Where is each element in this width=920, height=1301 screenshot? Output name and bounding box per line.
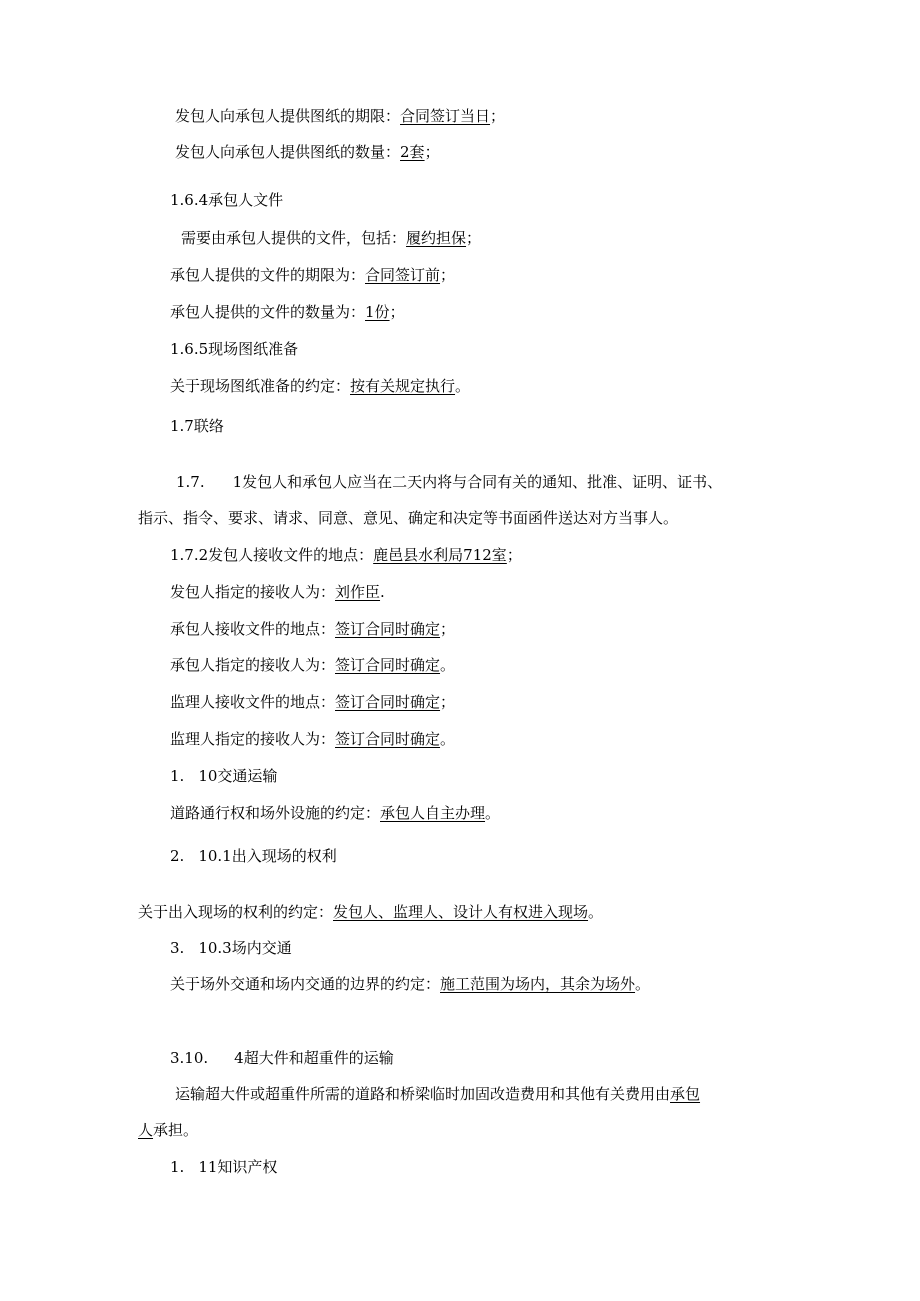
filled-value: 施工范围为场内，其余为场外 (440, 975, 636, 993)
section-heading-transport (170, 766, 277, 786)
filled-value: 1份 (365, 303, 390, 321)
filled-value: 签订合同时确定 (335, 620, 441, 638)
line-label: 承包人指定的接收人为： (170, 656, 336, 674)
traffic-boundary-line (170, 974, 650, 994)
filled-value: 履约担保 (406, 229, 467, 247)
line-tail: . (380, 583, 385, 601)
section-heading-internal-traffic (170, 938, 292, 958)
oversize-cost-line-1 (175, 1084, 700, 1104)
oversize-cost-line-2 (138, 1120, 198, 1140)
supervisor-address-line (170, 692, 455, 712)
list-number: 1. (170, 1158, 185, 1176)
line-label: 1.7.2发包人接收文件的地点： (170, 546, 374, 564)
line-label: 关于现场图纸准备的约定： (170, 377, 351, 395)
list-number: 3. (170, 939, 185, 957)
line-tail: ； (440, 266, 456, 284)
section-heading-1-6-5: 1.6.5现场图纸准备 (170, 340, 299, 358)
line-tail: 。 (588, 903, 604, 921)
filled-value: 合同签订前 (365, 266, 441, 284)
filled-value: 按有关规定执行 (350, 377, 456, 395)
heading-text: 10.1出入现场的权利 (198, 847, 337, 865)
line-tail: ； (389, 303, 405, 321)
section-heading-1-6-4: 1.6.4承包人文件 (170, 191, 284, 209)
employer-address-line (170, 545, 522, 565)
line-label: 承包人提供的文件的期限为： (170, 266, 366, 284)
filled-value: 合同签订当日 (400, 107, 491, 125)
filled-value: 签订合同时确定 (335, 693, 441, 711)
section-heading-ip (170, 1157, 277, 1177)
heading-text: 11知识产权 (198, 1158, 278, 1176)
line-tail: 。 (440, 656, 456, 674)
contractor-documents-deadline-line (170, 265, 455, 285)
site-drawing-line (170, 376, 470, 396)
line-tail: ； (506, 546, 522, 564)
supervisor-recipient-line (170, 729, 455, 749)
contractor-documents-quantity-line (170, 302, 405, 322)
line-label: 运输超大件或超重件所需的道路和桥梁临时加固改造费用和其他有关费用由 (175, 1085, 671, 1103)
line-label: 发包人向承包人提供图纸的期限： (175, 107, 401, 125)
filled-value: 刘作臣 (335, 583, 381, 601)
line-tail: 。 (485, 804, 501, 822)
filled-value: 人 (138, 1121, 154, 1139)
filled-value: 签订合同时确定 (335, 656, 441, 674)
contractor-documents-line (181, 228, 481, 248)
clause-text: 1发包人和承包人应当在二天内将与合同有关的通知、批准、证明、证书、 (232, 473, 723, 491)
contractor-recipient-line (170, 655, 455, 675)
filled-value: 承包人自主办理 (380, 804, 486, 822)
liaison-paragraph-line-2: 指示、指令、要求、请求、同意、意见、确定和决定等书面函件送达对方当事人。 (138, 509, 679, 527)
line-label: 关于场外交通和场内交通的边界的约定： (170, 975, 441, 993)
section-heading-oversize-transport (170, 1048, 394, 1068)
contractor-address-line (170, 619, 455, 639)
filled-value: 2套 (400, 143, 425, 161)
line-label: 承包人提供的文件的数量为： (170, 303, 366, 321)
line-tail: 。 (440, 730, 456, 748)
drawing-quantity-line (175, 142, 440, 162)
clause-number: 3.10. (170, 1049, 209, 1067)
line-label: 道路通行权和场外设施的约定： (170, 804, 381, 822)
line-tail: ； (440, 693, 456, 711)
liaison-paragraph-line-1 (176, 472, 722, 492)
line-label: 监理人指定的接收人为： (170, 730, 336, 748)
line-tail: ； (440, 620, 456, 638)
line-tail: ； (490, 107, 506, 125)
filled-value: 鹿邑县水利局712室 (373, 546, 507, 564)
line-tail: 。 (635, 975, 651, 993)
heading-text: 4超大件和超重件的运输 (234, 1049, 394, 1067)
line-tail: ； (466, 229, 482, 247)
filled-value: 签订合同时确定 (335, 730, 441, 748)
section-heading-1-7: 1.7联络 (170, 417, 224, 435)
list-number: 1. (170, 767, 185, 785)
heading-text: 10交通运输 (198, 767, 278, 785)
line-label: 关于出入现场的权利的约定： (138, 903, 334, 921)
filled-value: 发包人、监理人、设计人有权进入现场 (333, 903, 589, 921)
list-number: 2. (170, 847, 185, 865)
line-tail: ； (424, 143, 440, 161)
section-heading-site-access (170, 846, 337, 866)
drawing-deadline-line (175, 106, 505, 126)
site-access-line (138, 902, 603, 922)
filled-value: 承包 (670, 1085, 701, 1103)
line-label: 监理人接收文件的地点： (170, 693, 336, 711)
clause-number: 1.7. (176, 473, 205, 491)
line-label: 发包人指定的接收人为： (170, 583, 336, 601)
heading-text: 10.3场内交通 (198, 939, 292, 957)
line-label: 需要由承包人提供的文件，包括： (181, 229, 407, 247)
line-label: 承包人接收文件的地点： (170, 620, 336, 638)
road-rights-line (170, 803, 500, 823)
line-label: 发包人向承包人提供图纸的数量： (175, 143, 401, 161)
line-tail: 。 (455, 377, 471, 395)
line-tail: 承担。 (153, 1121, 199, 1139)
employer-recipient-line (170, 582, 385, 602)
